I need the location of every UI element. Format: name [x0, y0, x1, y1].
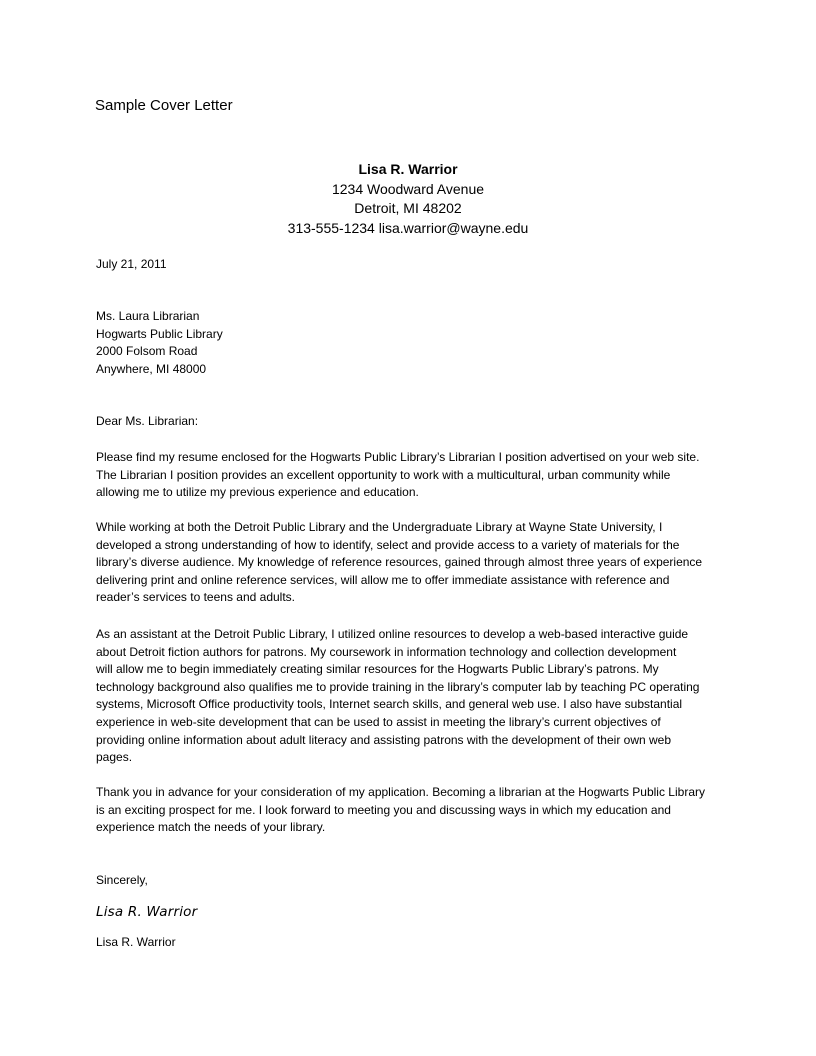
recipient-block — [96, 308, 721, 378]
paragraph-4 — [96, 784, 721, 837]
sender-street: 1234 Woodward Avenue — [331, 180, 485, 197]
paragraph-line: Please find my resume enclosed for the Hogwarts Public Library’s Librarian I position advertised on your web site. — [96, 450, 700, 464]
typed-name: Lisa R. Warrior — [96, 935, 176, 949]
paragraph-line: will allow me to begin immediately creating similar resources for the Hogwarts Public Library’s patrons. My — [96, 662, 659, 677]
paragraph-2 — [96, 519, 721, 607]
sender-name: Lisa R. Warrior — [358, 161, 458, 177]
paragraph-1 — [96, 449, 721, 502]
sender-contact: 313-555-1234 lisa.warrior@wayne.edu — [287, 219, 529, 236]
signature: Lisa R. Warrior — [96, 904, 198, 920]
paragraph-line: experience in web-site development that can be used to assist in meeting the library’s current objectives of — [96, 714, 661, 729]
paragraph-line: While working at both the Detroit Public Library and the Undergraduate Library at Wayne State University, I — [96, 520, 663, 534]
recipient-street: 2000 Folsom Road — [96, 344, 198, 359]
paragraph-line: pages. — [96, 750, 133, 765]
closing: Sincerely, — [96, 873, 148, 887]
recipient-city: Anywhere, MI 48000 — [96, 361, 207, 376]
paragraph-line: The Librarian I position provides an excellent opportunity to work with a multicultural, urban community while — [96, 467, 671, 482]
sender-city: Detroit, MI 48202 — [354, 200, 462, 216]
paragraph-line: delivering print and online reference services, will allow me to offer immediate assistance with reference and — [96, 572, 670, 587]
paragraph-line: Thank you in advance for your consideration of my application. Becoming a librarian at the Hogwarts Public Library — [96, 785, 705, 799]
paragraph-line: providing online information about adult literacy and assisting patrons with the development of their own web — [96, 732, 672, 747]
letter-date: July 21, 2011 — [96, 257, 167, 271]
document-title: Sample Cover Letter — [95, 97, 233, 114]
paragraph-line: developed a strong understanding of how to identify, select and provide access to a variety of materials for the — [96, 537, 680, 552]
paragraph-line: reader’s services to teens and adults. — [96, 590, 296, 605]
recipient-name: Ms. Laura Librarian — [96, 309, 200, 323]
recipient-organization: Hogwarts Public Library — [96, 326, 223, 341]
sender-block — [0, 160, 816, 238]
paragraph-3 — [96, 626, 721, 767]
paragraph-line: As an assistant at the Detroit Public Library, I utilized online resources to develop a web-based interactive guide — [96, 627, 689, 641]
paragraph-line: about Detroit fiction authors for patrons. My coursework in information technology and collection development — [96, 644, 677, 659]
paragraph-line: is an exciting prospect for me. I look forward to meeting you and discussing ways in which my education and — [96, 802, 671, 817]
salutation: Dear Ms. Librarian: — [96, 414, 199, 428]
paragraph-line: library’s diverse audience. My knowledge of reference resources, gained through almost three years of experience — [96, 555, 703, 570]
paragraph-line: technology background also qualifies me to provide training in the library’s computer lab by teaching PC operating — [96, 679, 700, 694]
paragraph-line: allowing me to utilize my previous experience and education. — [96, 485, 419, 500]
paragraph-line: experience match the needs of your library. — [96, 820, 326, 835]
paragraph-line: systems, Microsoft Office productivity tools, Internet search skills, and general web use. I also have substantial — [96, 697, 683, 712]
